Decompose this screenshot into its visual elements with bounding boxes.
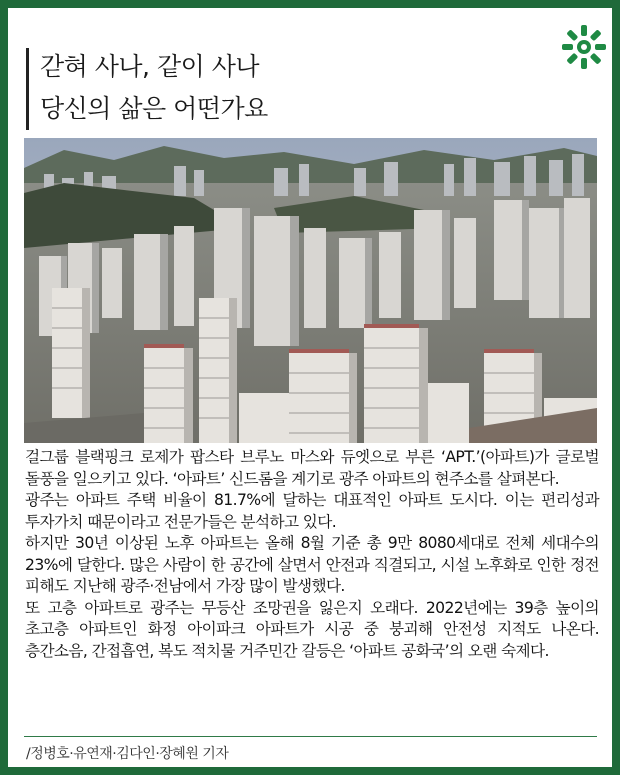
byline: /정병호·유연재·김다인·장혜원 기자 xyxy=(26,746,229,762)
news-card xyxy=(8,8,612,767)
headline-line-1: 갇혀 사나, 같이 사나 xyxy=(40,52,259,81)
emblem-logo-icon xyxy=(561,24,607,70)
apartment-city-photo xyxy=(24,138,597,443)
headline xyxy=(40,46,268,130)
headline-line-2: 당신의 삶은 어떤가요 xyxy=(40,94,268,123)
title-accent-bar xyxy=(26,48,29,130)
paragraph-1: 걸그룹 블랙핑크 로제가 팝스타 브루노 마스와 듀엣으로 부른 ‘APT.’(아파트)가 글로벌 돌풍을 일으키고 있다. ‘아파트’ 신드롬을 계기로 광주 아파트의 현주소를 살펴본다. xyxy=(25,448,599,488)
paragraph-2: 광주는 아파트 주택 비율이 81.7%에 달하는 대표적인 아파트 도시다. 이는 편리성과 투자가치 때문이라고 전문가들은 분석하고 있다. xyxy=(25,491,599,531)
divider xyxy=(24,736,597,737)
article-body xyxy=(25,447,599,662)
paragraph-3: 하지만 30년 이상된 노후 아파트는 올해 8월 기준 총 9만 8080세대로 전체 세대수의 23%에 달한다. 많은 사람이 한 공간에 살면서 안전과 직결되고, 시설 노후화로 인한 정전 피해도 지난해 광주·전남에서 가장 많이 발생했다. xyxy=(25,534,599,595)
paragraph-4: 또 고층 아파트로 광주는 무등산 조망권을 잃은지 오래다. 2022년에는 39층 높이의 초고층 아파트인 화정 아이파크 아파트가 시공 중 붕괴해 안전성 지적도 나온다. 층간소음, 간접흡연, 복도 적치물 거주민간 갈등은 ‘아파트 공화국’의 오랜 숙제다. xyxy=(25,598,599,660)
